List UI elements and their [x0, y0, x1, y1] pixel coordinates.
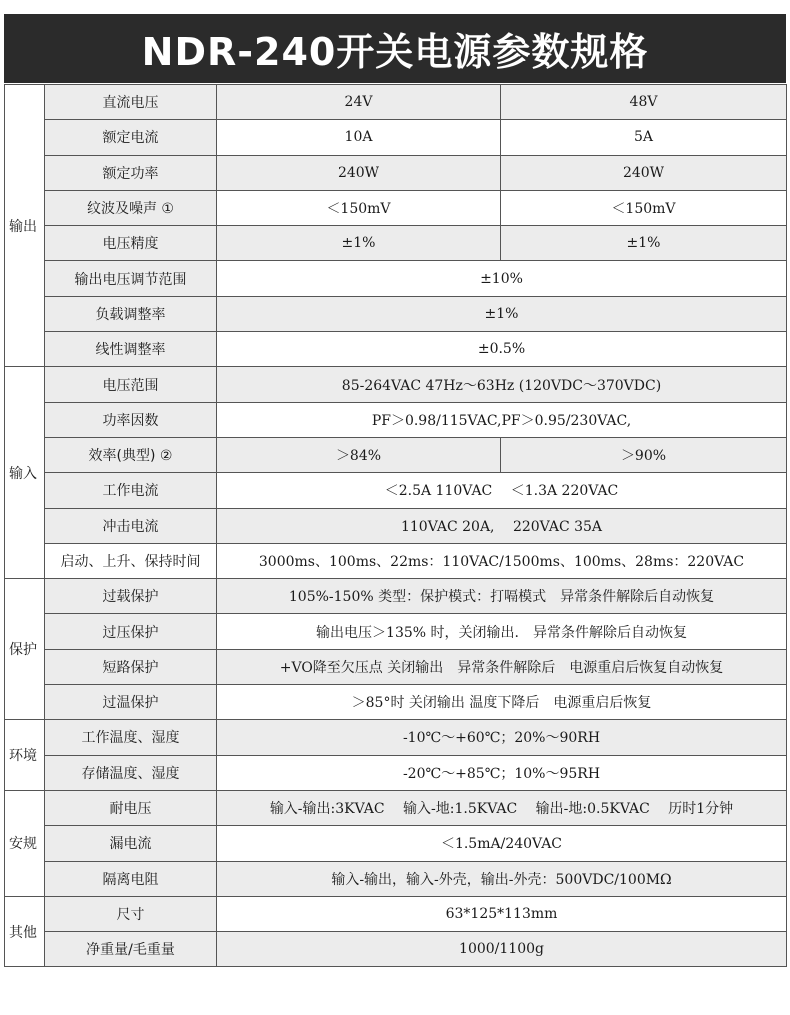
param-value: ±0.5%: [217, 332, 787, 367]
page-title: NDR-240开关电源参数规格: [4, 14, 786, 83]
table-row: [5, 508, 787, 543]
table-row: [5, 367, 787, 402]
table-row: [5, 579, 787, 614]
param-value: 110VAC 20A, 220VAC 35A: [217, 508, 787, 543]
param-label: 效率(典型) ②: [45, 437, 217, 472]
param-value: ＜150mV: [501, 190, 787, 225]
param-label: 耐电压: [45, 790, 217, 825]
param-value: ＞90%: [501, 437, 787, 472]
param-value: 105%-150% 类型：保护模式：打嗝模式 异常条件解除后自动恢复: [217, 579, 787, 614]
param-value: 240W: [501, 155, 787, 190]
param-label: 线性调整率: [45, 332, 217, 367]
param-value: ＜150mV: [217, 190, 501, 225]
table-row: [5, 720, 787, 755]
param-value: ＞84%: [217, 437, 501, 472]
param-value: ＜1.5mA/240VAC: [217, 826, 787, 861]
table-row: [5, 790, 787, 825]
param-label: 电压精度: [45, 226, 217, 261]
param-value: -20℃～+85℃；10%～95RH: [217, 755, 787, 790]
param-value: ±10%: [217, 261, 787, 296]
table-row: [5, 402, 787, 437]
group-label-safety: 安规: [5, 790, 45, 896]
table-row: [5, 190, 787, 225]
param-label: 启动、上升、保持时间: [45, 543, 217, 578]
param-label: 存储温度、湿度: [45, 755, 217, 790]
param-value: 63*125*113mm: [217, 896, 787, 931]
table-row: [5, 155, 787, 190]
param-value: 48V: [501, 85, 787, 120]
param-label: 负载调整率: [45, 296, 217, 331]
param-label: 尺寸: [45, 896, 217, 931]
table-row: [5, 473, 787, 508]
param-label: 冲击电流: [45, 508, 217, 543]
param-label: 工作温度、湿度: [45, 720, 217, 755]
param-value: 5A: [501, 120, 787, 155]
param-value: ±1%: [217, 226, 501, 261]
param-value: 输入-输出:3KVAC 输入-地:1.5KVAC 输出-地:0.5KVAC 历时1分钟: [217, 790, 787, 825]
group-label-other: 其他: [5, 896, 45, 967]
param-label: 额定电流: [45, 120, 217, 155]
param-label: 工作电流: [45, 473, 217, 508]
param-label: 隔离电阻: [45, 861, 217, 896]
param-label: 直流电压: [45, 85, 217, 120]
table-row: [5, 120, 787, 155]
param-label: 输出电压调节范围: [45, 261, 217, 296]
group-label-output: 输出: [5, 85, 45, 367]
table-row: [5, 226, 787, 261]
table-row: [5, 614, 787, 649]
param-value: 240W: [217, 155, 501, 190]
param-value: -10℃～+60℃；20%～90RH: [217, 720, 787, 755]
param-value: ＞85°时 关闭输出 温度下降后 电源重启后恢复: [217, 685, 787, 720]
param-label: 电压范围: [45, 367, 217, 402]
param-value: 输出电压＞135% 时，关闭输出. 异常条件解除后自动恢复: [217, 614, 787, 649]
group-label-protection: 保护: [5, 579, 45, 720]
param-label: 功率因数: [45, 402, 217, 437]
table-row: [5, 755, 787, 790]
table-row: [5, 649, 787, 684]
param-value: 1000/1100g: [217, 932, 787, 967]
param-value: ±1%: [217, 296, 787, 331]
param-label: 纹波及噪声 ①: [45, 190, 217, 225]
param-label: 漏电流: [45, 826, 217, 861]
table-row: [5, 261, 787, 296]
spec-table: [4, 84, 787, 967]
group-label-environment: 环境: [5, 720, 45, 791]
param-value: 3000ms、100ms、22ms：110VAC/1500ms、100ms、28ms：220VAC: [217, 543, 787, 578]
table-row: [5, 543, 787, 578]
param-value: 输入-输出，输入-外壳，输出-外壳：500VDC/100MΩ: [217, 861, 787, 896]
param-value: +VO降至欠压点 关闭输出 异常条件解除后 电源重启后恢复自动恢复: [217, 649, 787, 684]
param-value: 10A: [217, 120, 501, 155]
param-value: 85-264VAC 47Hz～63Hz (120VDC～370VDC): [217, 367, 787, 402]
param-label: 额定功率: [45, 155, 217, 190]
param-value: ±1%: [501, 226, 787, 261]
table-row: [5, 437, 787, 472]
param-value: 24V: [217, 85, 501, 120]
group-label-input: 输入: [5, 367, 45, 579]
table-row: [5, 826, 787, 861]
table-row: [5, 932, 787, 967]
table-row: [5, 685, 787, 720]
param-label: 净重量/毛重量: [45, 932, 217, 967]
table-row: [5, 332, 787, 367]
table-row: [5, 296, 787, 331]
param-label: 过压保护: [45, 614, 217, 649]
param-label: 过温保护: [45, 685, 217, 720]
table-row: [5, 85, 787, 120]
table-row: [5, 861, 787, 896]
param-value: PF＞0.98/115VAC,PF＞0.95/230VAC,: [217, 402, 787, 437]
param-label: 过载保护: [45, 579, 217, 614]
param-label: 短路保护: [45, 649, 217, 684]
param-value: ＜2.5A 110VAC ＜1.3A 220VAC: [217, 473, 787, 508]
table-row: [5, 896, 787, 931]
